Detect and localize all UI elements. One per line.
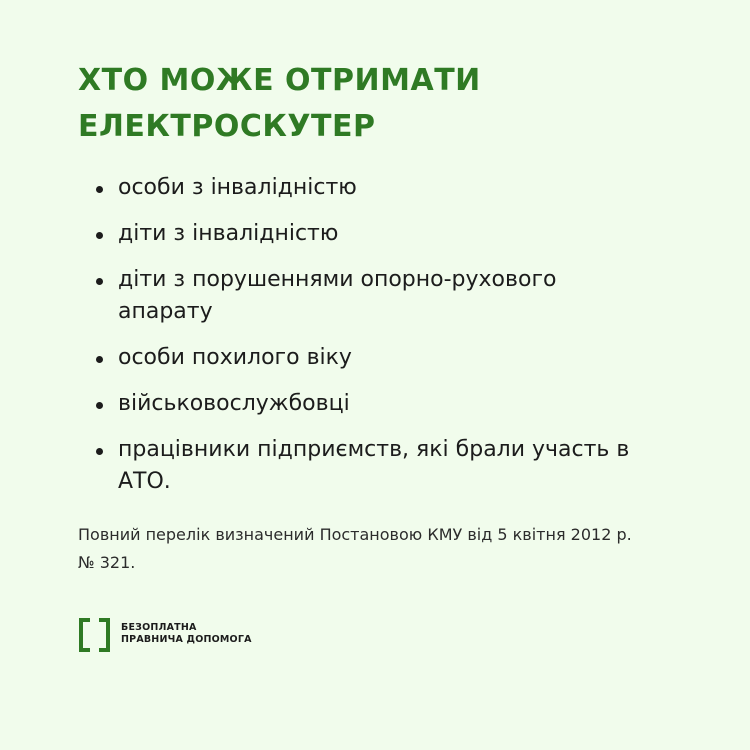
page-title (78, 58, 678, 150)
list-item-text: діти з інвалідністю (118, 221, 339, 246)
bullet-icon (96, 186, 103, 193)
list-item-text: особи з інвалідністю (118, 175, 357, 200)
list-item (93, 218, 653, 250)
list-item (93, 264, 653, 328)
list-item (93, 388, 653, 420)
list-item-text: військовослужбовці (118, 391, 350, 416)
bracket-logo-icon (79, 618, 110, 650)
title-line-1: ХТО МОЖЕ ОТРИМАТИ (78, 63, 481, 98)
list-item (93, 434, 653, 498)
list-item-text: діти з порушеннями опорно-рухового апарату (118, 267, 557, 324)
bullet-icon (96, 278, 103, 285)
list-item (93, 172, 653, 204)
list-item-text: працівники підприємств, які брали участь в АТО. (118, 437, 630, 494)
bullet-icon (96, 356, 103, 363)
source-note: Повний перелік визначений Постановою КМУ від 5 квітня 2012 р. № 321. (78, 525, 632, 572)
eligibility-list (93, 172, 653, 512)
logo-line-1: БЕЗОПЛАТНА (121, 622, 197, 633)
bullet-icon (96, 232, 103, 239)
logo-line-2: ПРАВНИЧА ДОПОМОГА (121, 634, 252, 645)
bullet-icon (96, 448, 103, 455)
left-bracket-shape (79, 618, 90, 652)
list-item (93, 342, 653, 374)
bullet-icon (96, 402, 103, 409)
logo-wordmark (121, 622, 252, 646)
right-bracket-shape (99, 618, 110, 652)
list-item-text: особи похилого віку (118, 345, 352, 370)
organization-logo (79, 617, 252, 651)
title-line-2: ЕЛЕКТРОСКУТЕР (78, 109, 376, 144)
